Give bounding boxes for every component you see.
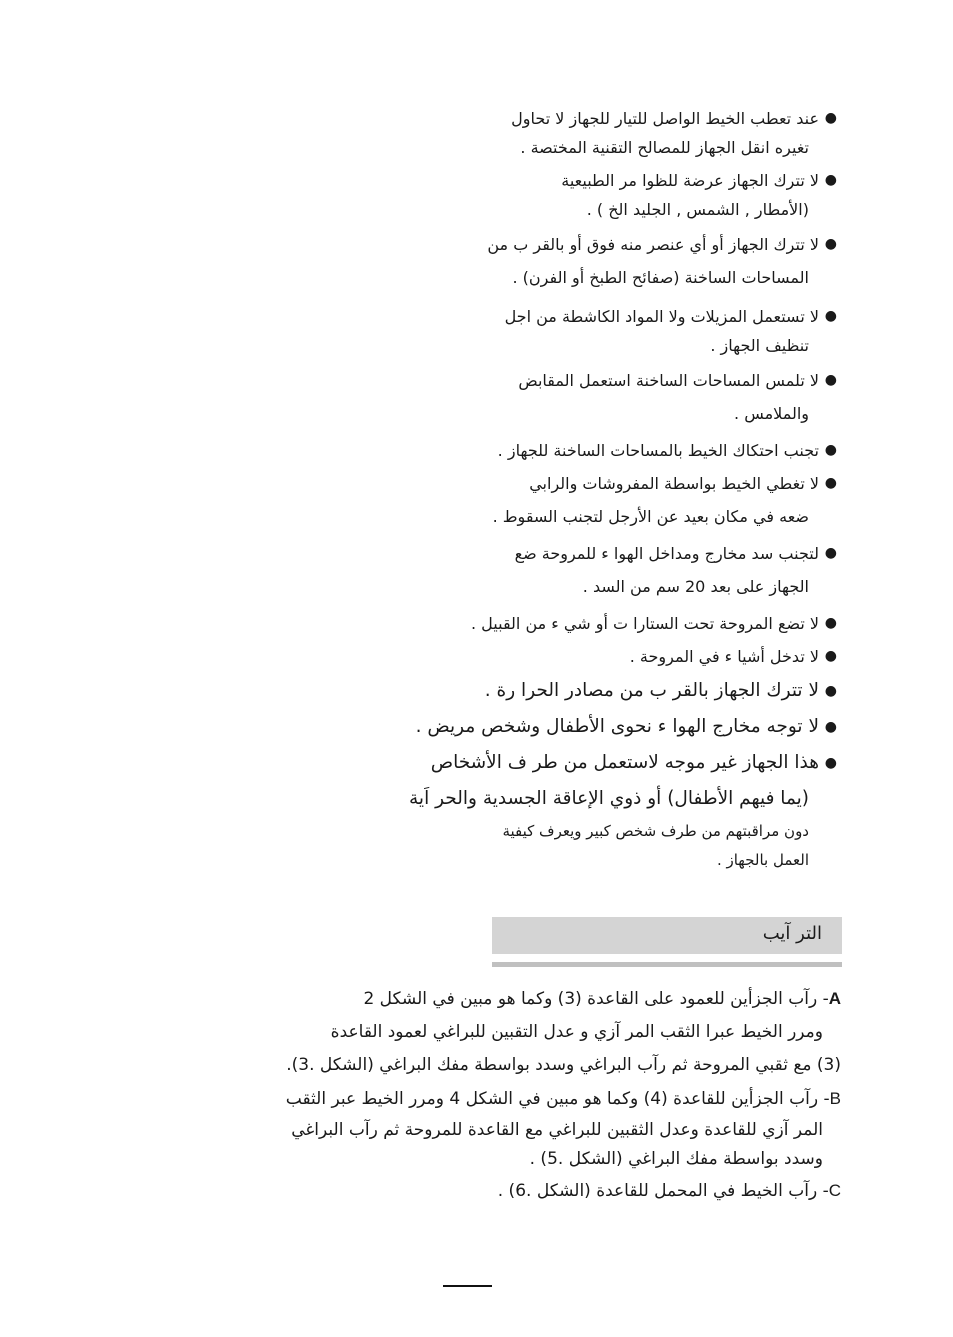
warning-line: لا تستعمل المزيلات ولا المواد الكاشطة من اجل [504, 307, 819, 326]
bullet-dot-icon: ● [824, 755, 837, 771]
warning-line: لا تترك الجهاز عرضة للظوا مر الطبيعية [561, 171, 819, 190]
bullet-dot-icon: ● [824, 719, 837, 735]
warning-line: دون مراقبتهم من طرف شخص كبير ويعرف كيفية [502, 822, 809, 840]
warning-line: تنظيف الجهاز . [710, 336, 809, 355]
page-footer-rule [443, 1285, 492, 1287]
warning-item [341, 104, 841, 162]
warning-line: لا تدخل أشيا ء في المروحة . [629, 647, 819, 666]
warning-item [341, 673, 841, 709]
bullet-dot-icon: ● [824, 683, 837, 699]
warning-line: هذا الجهاز غير موجه لاستعمل من طر ف الأشخاص [430, 752, 819, 773]
warning-line: ضعه في مكان بعيد عن الأرجل لتجنب السقوط . [492, 507, 809, 526]
warning-line: تغيره انقل الجهاز للمصالح التقنية المختصة . [520, 138, 809, 157]
assembly-step-a: A- رآب الجزأين للعمود على القاعدة (3) وكما هو مبين في الشكل 2 ومرر الخيط عبرا الثقب المر آزي و عدل التقبين للبراغي لعمود القاعدة (3) مع ثقبي المروحة ثم رآب البراغي وسدد بواسطة مفك البراغي (الشكل .3). [281, 982, 841, 1082]
bullet-dot-icon: ● [824, 308, 837, 324]
step-line: رآب الخيط في المحمل للقاعدة (الشكل .6) . [497, 1181, 818, 1201]
warning-item [341, 302, 841, 360]
warning-item [341, 228, 841, 294]
step-letter: C [828, 1181, 841, 1200]
assembly-step-b: B- رآب الجزأين للقاعدة (4) وكما هو مبين في الشكل 4 ومرر الخيط عبر الثقب المر آزي للقاعدة وعدل الثقبين للبراغي مع القاعدة للمروحة ثم رآب البراغي وسدد بواسطة مفك البراغي (الشكل .5) . [281, 1082, 841, 1174]
warning-line: المساحات الساخنة (صفائح الطبخ أو الفرن) . [512, 268, 809, 287]
warning-item [341, 166, 841, 224]
warning-item [341, 434, 841, 467]
warning-line: لا توجه مخارج الهوا ء نحوى الأطفال وشخص مريض . [415, 716, 819, 737]
warning-line: والملامس . [734, 404, 809, 423]
warning-line: لا تغطي الخيط بواسطة المفروشات والرابي [529, 474, 819, 493]
warning-line: لا تترك الجهاز بالقر ب من مصادر الحرا رة . [484, 680, 819, 701]
warning-line: لا تلمس المساحات الساخنة استعمل المقابض [518, 371, 819, 390]
warning-item [341, 640, 841, 673]
warning-line: عند تعطب الخيط الواصل للتيار للجهاز لا تحاول [511, 109, 819, 128]
bullet-dot-icon: ● [824, 236, 837, 252]
warning-item [341, 745, 841, 875]
bullet-dot-icon: ● [824, 615, 837, 631]
warning-line: لا تترك الجهاز أو أي عنصر منه فوق أو بالقر ب من [487, 235, 819, 254]
bullet-dot-icon: ● [824, 110, 837, 126]
safety-warnings-list [341, 104, 841, 875]
warning-item [341, 537, 841, 603]
step-line: رآب الجزأين للعمود على القاعدة (3) وكما هو مبين في الشكل 2 [363, 989, 818, 1009]
warning-line: (الأمطار , الشمس , الجليد الخ ) . [586, 200, 809, 219]
warning-line: لا تضع المروحة تحت الستارا ت أو شي ء من القبيل . [471, 614, 819, 633]
bullet-dot-icon: ● [824, 648, 837, 664]
heading-divider [492, 962, 842, 967]
section-heading-assembly: التر آيب [492, 917, 842, 954]
step-line: ومرر الخيط عبرا الثقب المر آزي و عدل التقبين للبراغي لعمود القاعدة [330, 1022, 823, 1042]
warning-line: لتجنب سد مخارج ومداخل الهوا ء للمروحة ضع [514, 544, 819, 563]
bullet-dot-icon: ● [824, 475, 837, 491]
step-letter: A [828, 989, 841, 1008]
bullet-dot-icon: ● [824, 172, 837, 188]
assembly-step-c: C- رآب الخيط في المحمل للقاعدة (الشكل .6) . [497, 1181, 841, 1201]
bullet-dot-icon: ● [824, 442, 837, 458]
warning-item [341, 467, 841, 533]
warning-item [341, 364, 841, 430]
warning-line: العمل بالجهاز . [716, 851, 809, 869]
step-line: وسدد بواسطة مفك البراغي (الشكل .5) . [529, 1149, 823, 1169]
step-line: (3) مع ثقبي المروحة ثم رآب البراغي وسدد بواسطة مفك البراغي (الشكل .3). [286, 1055, 841, 1075]
assembly-steps [281, 982, 841, 1208]
warning-line: الجهاز على بعد 20 سم من السد . [582, 577, 809, 596]
step-letter: B [829, 1089, 841, 1108]
bullet-dot-icon: ● [824, 372, 837, 388]
bullet-dot-icon: ● [824, 545, 837, 561]
step-line: المر آزي للقاعدة وعدل الثقبين للبراغي مع القاعدة للمروحة ثم رآب البراغي [291, 1120, 823, 1140]
step-line: رآب الجزأين للقاعدة (4) وكما هو مبين في الشكل 4 ومرر الخيط عبر الثقب [285, 1089, 819, 1109]
warning-item [341, 709, 841, 745]
warning-item [341, 607, 841, 640]
warning-line: (يما فيهم الأطفال) أو ذوي الإعاقة الجسدية والحر اَية [409, 788, 809, 809]
warning-line: تجنب احتكاك الخيط بالمساحات الساخنة للجهاز . [497, 441, 819, 460]
